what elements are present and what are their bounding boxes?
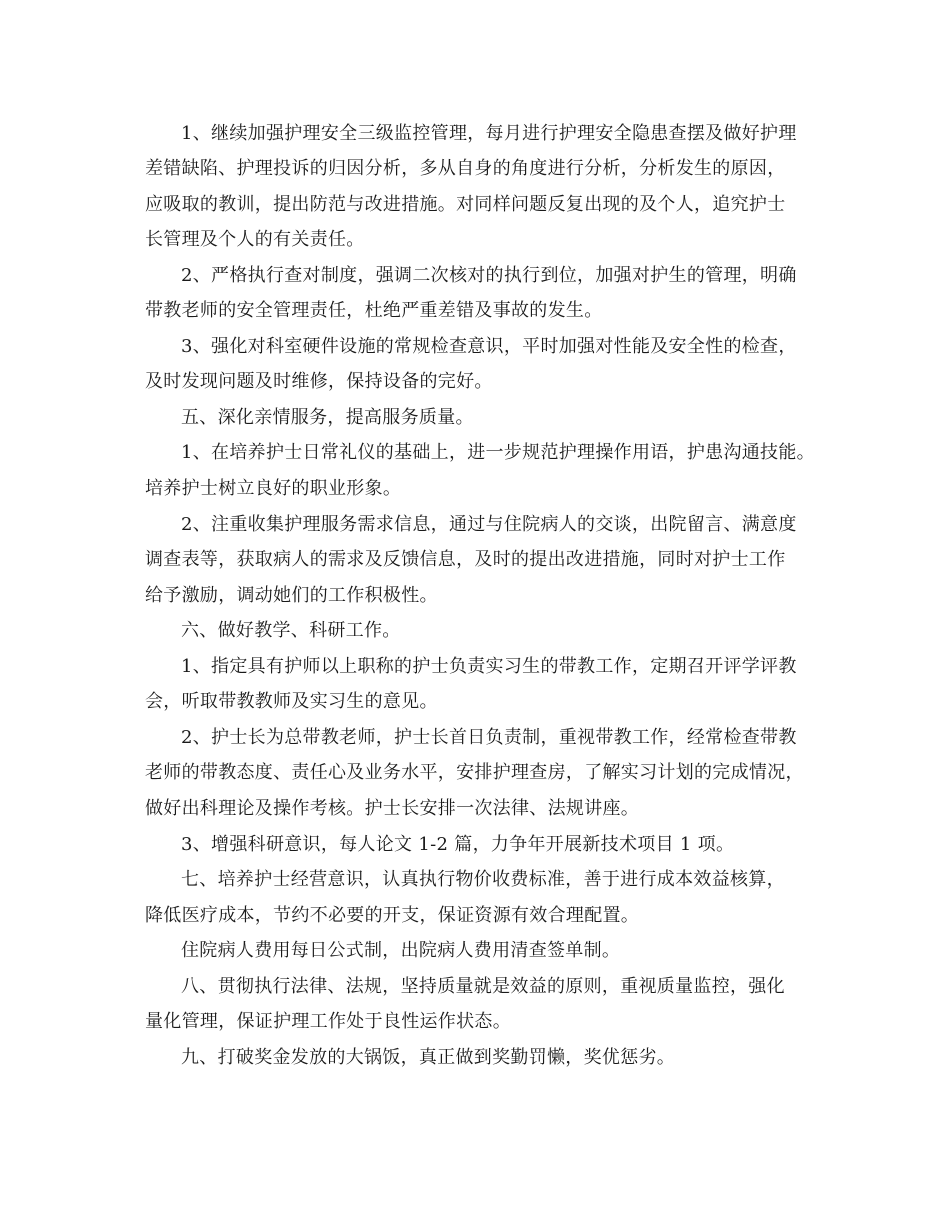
- text-line: 2、严格执行查对制度，强调二次核对的执行到位，加强对护生的管理，明确: [181, 265, 797, 286]
- text-line: 2、注重收集护理服务需求信息，通过与住院病人的交谈，出院留言、满意度: [181, 514, 797, 535]
- section-heading: 七、培养护士经营意识，认真执行物价收费标准，善于进行成本效益核算，: [181, 869, 785, 890]
- text-line: 住院病人费用每日公式制，出院病人费用清查签单制。: [181, 940, 621, 961]
- text-line: 降低医疗成本，节约不必要的开支，保证资源有效合理配置。: [145, 905, 640, 926]
- section-heading: 五、深化亲情服务，提高服务质量。: [181, 407, 474, 428]
- text-line: 及时发现问题及时维修，保持设备的完好。: [145, 371, 493, 392]
- text-line: 调查表等，获取病人的需求及反馈信息，及时的提出改进措施，同时对护士工作: [145, 549, 786, 570]
- text-line: 量化管理，保证护理工作处于良性运作状态。: [145, 1011, 511, 1032]
- text-line: 带教老师的安全管理责任，杜绝严重差错及事故的发生。: [145, 300, 603, 321]
- text-line: 培养护士树立良好的职业形象。: [145, 478, 402, 499]
- text-line: 会，听取带教教师及实习生的意见。: [145, 691, 438, 712]
- section-heading: 八、贯彻执行法律、法规，坚持质量就是效益的原则，重视质量监控，强化: [181, 976, 785, 997]
- text-line: 给予激励，调动她们的工作积极性。: [145, 585, 438, 606]
- text-line: 3、强化对科室硬件设施的常规检查意识，平时加强对性能及安全性的检查，: [181, 336, 797, 357]
- text-line: 应吸取的教训，提出防范与改进措施。对同样问题反复出现的及个人，追究护士: [145, 194, 786, 215]
- text-line: 差错缺陷、护理投诉的归因分析，多从自身的角度进行分析，分析发生的原因，: [145, 158, 786, 179]
- text-line: 1、指定具有护师以上职称的护士负责实习生的带教工作，定期召开评学评教: [181, 656, 797, 677]
- text-line: 1、在培养护士日常礼仪的基础上，进一步规范护理操作用语，护患沟通技能。: [181, 442, 815, 463]
- text-line: 2、护士长为总带教老师，护士长首日负责制，重视带教工作，经常检查带教: [181, 727, 797, 748]
- text-line: 老师的带教态度、责任心及业务水平，安排护理查房，了解实习计划的完成情况，: [145, 762, 804, 783]
- text-line: 1、继续加强护理安全三级监控管理，每月进行护理安全隐患查摆及做好护理: [181, 123, 797, 144]
- section-heading: 六、做好教学、科研工作。: [181, 620, 401, 641]
- section-heading: 九、打破奖金发放的大锅饭，真正做到奖勤罚懒，奖优惩劣。: [181, 1047, 676, 1068]
- text-line: 长管理及个人的有关责任。: [145, 229, 365, 250]
- text-line: 做好出科理论及操作考核。护士长安排一次法律、法规讲座。: [145, 798, 640, 819]
- text-line: 3、增强科研意识，每人论文 1-2 篇，力争年开展新技术项目 1 项。: [181, 834, 735, 855]
